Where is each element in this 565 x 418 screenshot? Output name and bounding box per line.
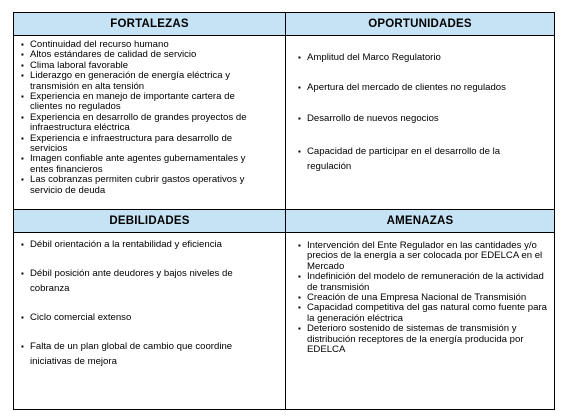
- list-item: ▪ Intervención del Ente Regulador en las cantidades y/o precios de la energía a ser colocada por EDELCA en el Mercado: [296, 241, 548, 272]
- list-item: ▪ Experiencia e infraestructura para desarrollo de servicios: [19, 134, 269, 155]
- list-item: ▪ Ciclo comercial extenso: [19, 310, 269, 325]
- oportunidades-list: [296, 53, 546, 174]
- list-item: ▪ Deterioro sostenido de sistemas de transmisión y distribución receptores de la energía producida por EDELCA: [296, 324, 548, 355]
- list-item: ▪ Imagen confiable ante agentes gubernamentales y entes financieros: [19, 154, 269, 175]
- list-item: ▪ Experiencia en desarrollo de grandes proyectos de infraestructura eléctrica: [19, 113, 269, 134]
- list-item: ▪ Débil posición ante deudores y bajos niveles de cobranza: [19, 266, 269, 296]
- oportunidades-title: OPORTUNIDADES: [286, 13, 554, 36]
- list-item: ▪ Apertura del mercado de clientes no regulados: [296, 83, 546, 93]
- list-item: ▪ Altos estándares de calidad de servicio: [19, 50, 269, 60]
- list-item: ▪ Débil orientación a la rentabilidad y eficiencia: [19, 237, 269, 252]
- list-item: ▪ Experiencia en manejo de importante cartera de clientes no regulados: [19, 92, 269, 113]
- debilidades-list: [19, 237, 269, 369]
- list-item: ▪ Creación de una Empresa Nacional de Transmisión: [296, 293, 548, 303]
- oportunidades-cell: [285, 12, 555, 210]
- debilidades-title: DEBILIDADES: [14, 210, 285, 233]
- list-item: ▪ Desarrollo de nuevos negocios: [296, 114, 546, 124]
- list-item: ▪ Liderazgo en generación de energía eléctrica y transmisión en alta tensión: [19, 71, 269, 92]
- swot-matrix: [13, 12, 555, 410]
- list-item: ▪ Indefinición del modelo de remuneración de la actividad de transmisión: [296, 272, 548, 293]
- list-item: ▪ Capacidad de participar en el desarrollo de la regulación: [296, 144, 546, 174]
- list-item: ▪ Falta de un plan global de cambio que coordine iniciativas de mejora: [19, 339, 269, 369]
- list-item: ▪ Las cobranzas permiten cubrir gastos operativos y servicio de deuda: [19, 175, 269, 196]
- amenazas-list: [296, 241, 548, 355]
- list-item: ▪ Amplitud del Marco Regulatorio: [296, 53, 546, 63]
- fortalezas-cell: [13, 12, 285, 210]
- debilidades-cell: [13, 209, 285, 410]
- fortalezas-title: FORTALEZAS: [14, 13, 285, 36]
- amenazas-cell: [285, 209, 555, 410]
- list-item: ▪ Continuidad del recurso humano: [19, 40, 269, 50]
- list-item: ▪ Capacidad competitiva del gas natural como fuente para la generación eléctrica: [296, 303, 548, 324]
- fortalezas-list: [19, 40, 269, 196]
- amenazas-title: AMENAZAS: [286, 210, 554, 233]
- list-item: ▪ Clima laboral favorable: [19, 61, 269, 71]
